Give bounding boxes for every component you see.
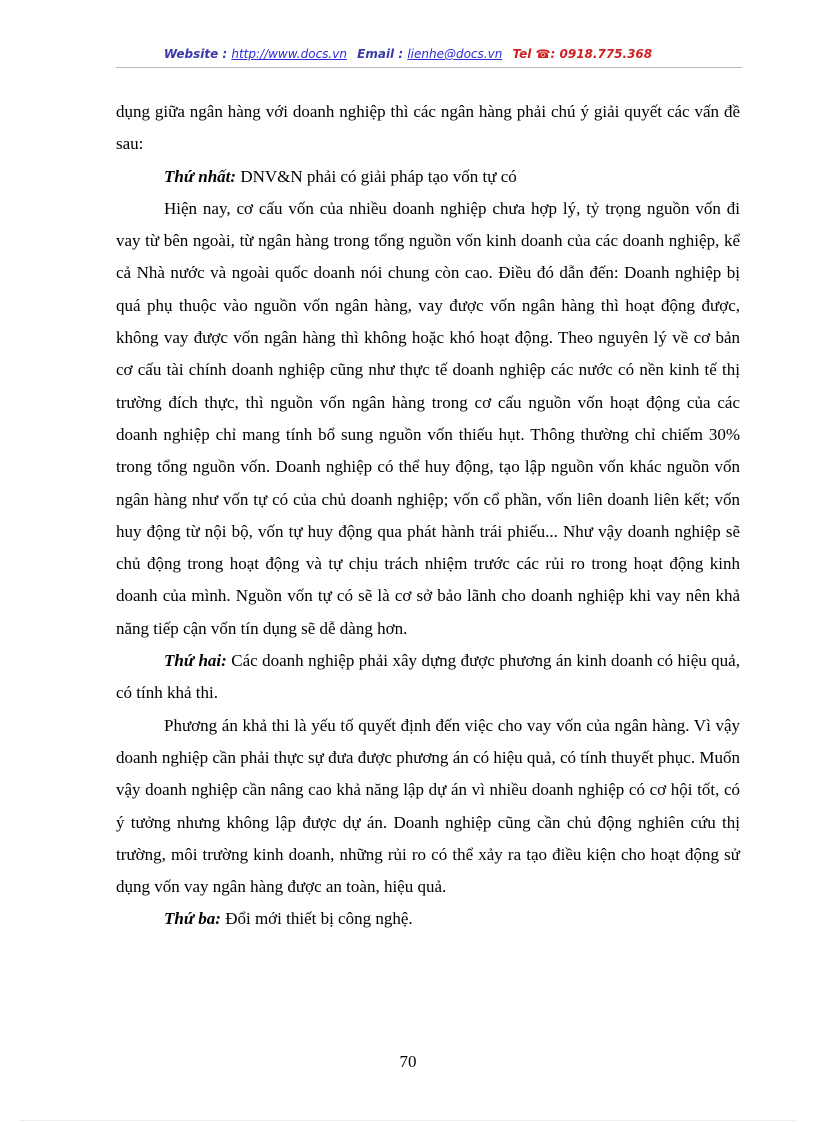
section-heading-second — [116, 645, 740, 710]
paragraph-intro: dụng giữa ngân hàng với doanh nghiệp thì các ngân hàng phải chú ý giải quyết các vấn đề sau: — [116, 102, 740, 154]
website-link[interactable]: http://www.docs.vn — [231, 47, 347, 61]
section-heading-third — [116, 903, 740, 935]
tel-number: : 0918.775.368 — [550, 47, 653, 61]
section-title-first: DNV&N phải có giải pháp tạo vốn tự có — [236, 166, 517, 186]
section-label-third: Thứ ba: — [164, 909, 221, 929]
header-divider — [116, 67, 742, 68]
page-header — [0, 47, 816, 61]
section-heading-first — [116, 161, 740, 193]
email-link[interactable]: lienhe@docs.vn — [407, 47, 503, 61]
section-title-third: Đổi mới thiết bị công nghệ. — [220, 909, 413, 929]
telephone-icon: ☎ — [535, 47, 551, 61]
email-label: Email — [357, 47, 395, 61]
email-separator: : — [394, 47, 408, 61]
section-label-second: Thứ hai: — [164, 651, 227, 671]
document-body — [116, 96, 740, 936]
paragraph-feasible-plan: Phương án khả thi là yếu tố quyết định đến việc cho vay vốn của ngân hàng. Vì vậy doanh nghiệp cần phải thực sự đưa được phương án có hiệu quả, có tính thuyết phục. Muốn vậy doanh nghiệp cần nâng cao khả năng lập dự án vì nhiều doanh nghiệp có cơ hội tốt, có ý tưởng nhưng không lập được dự án. Doanh nghiệp cũng cần chủ động nghiên cứu thị trường, môi trường kinh doanh, những rủi ro có thể xảy ra tạo điều kiện cho hoạt động sử dụng vốn vay ngân hàng được an toàn, hiệu quả. — [116, 715, 740, 897]
website-label: Website — [163, 47, 219, 61]
bottom-divider — [20, 1120, 796, 1121]
website-separator: : — [218, 47, 232, 61]
section-label-first: Thứ nhất: — [164, 166, 237, 186]
page-number: 70 — [399, 1052, 417, 1071]
section-title-second: Các doanh nghiệp phải xây dựng được phương án kinh doanh có hiệu quả, có tính khả thi. — [116, 651, 740, 703]
paragraph-capital-structure: Hiện nay, cơ cấu vốn của nhiều doanh nghiệp chưa hợp lý, tỷ trọng nguồn vốn đi vay từ bên ngoài, từ ngân hàng trong tổng nguồn vốn kinh doanh của các doanh nghiệp, kể cả Nhà nước và ngoài quốc doanh nói chung còn cao. Điều đó dẫn đến: Doanh nghiệp bị quá phụ thuộc vào nguồn vốn ngân hàng, vay được vốn ngân hàng thì hoạt động được, không vay được vốn ngân hàng thì không hoặc khó hoạt động. Theo nguyên lý về cơ bản cơ cấu tài chính doanh nghiệp cũng như thực tế doanh nghiệp các nước có nền kinh tế thị trường đích thực, thì nguồn vốn ngân hàng trong cơ cấu nguồn vốn hoạt động của các doanh nghiệp chỉ mang tính bổ sung nguồn vốn thiếu hụt. Thông thường chỉ chiếm 30% trong tổng nguồn vốn. Doanh nghiệp có thể huy động, tạo lập nguồn vốn khác nguồn vốn ngân hàng như vốn tự có của chủ doanh nghiệp; vốn cổ phần, vốn liên doanh liên kết; vốn huy động từ nội bộ, vốn tự huy động qua phát hành trái phiếu... Như vậy doanh nghiệp sẽ chủ động trong hoạt động và tự chịu trách nhiệm trước các rủi ro trong hoạt động kinh doanh của mình. Nguồn vốn tự có sẽ là cơ sở bảo lãnh cho doanh nghiệp khi vay nên khả năng tiếp cận vốn tín dụng sẽ dễ dàng hơn. — [116, 198, 740, 638]
tel-label: Tel — [512, 47, 532, 61]
